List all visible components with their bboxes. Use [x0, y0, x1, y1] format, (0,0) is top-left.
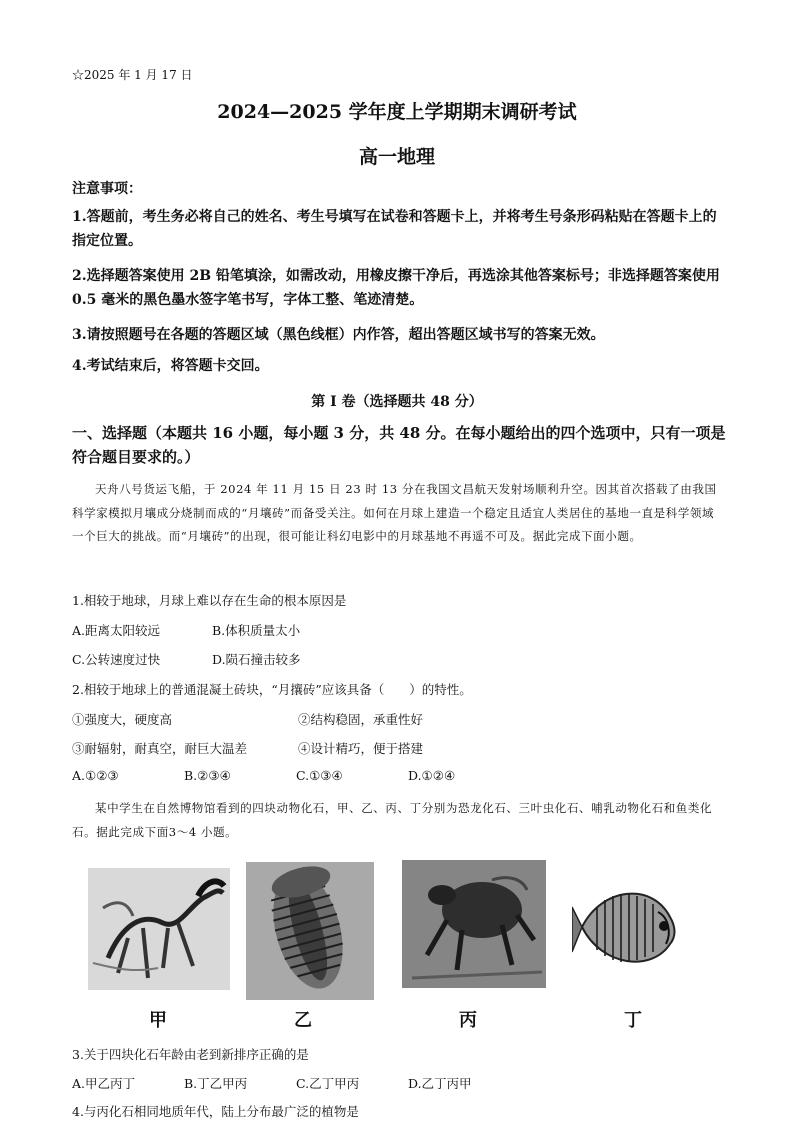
- note-item-3: 3.请按照题号在各题的答题区域（黑色线框）内作答，超出答题区域书写的答案无效。: [72, 327, 605, 343]
- question-4-stem: 4.与丙化石相同地质年代，陆上分布最广泛的植物是: [72, 1104, 359, 1119]
- question-1-option-b: B.体积质量太小: [212, 623, 301, 638]
- question-2-option-d: D.①②④: [408, 768, 456, 783]
- question-3-option-b: B.丁乙甲丙: [184, 1076, 248, 1091]
- mammal-fossil-image: [402, 860, 546, 988]
- question-3-stem: 3.关于四块化石年龄由老到新排序正确的是: [72, 1047, 309, 1062]
- question-1-option-d: D.陨石撞击较多: [212, 652, 301, 667]
- question-2-statement-3: ③耐辐射，耐真空，耐巨大温差: [72, 741, 248, 756]
- fossil-label-yi: 乙: [294, 1010, 312, 1031]
- dinosaur-fossil-image: [88, 868, 230, 990]
- question-2-option-b: B.②③④: [184, 768, 231, 783]
- question-2-statement-2: ②结构稳固，承重性好: [298, 712, 424, 727]
- question-1-option-a: A.距离太阳较远: [72, 623, 161, 638]
- reading-material-1: 天舟八号货运飞船，于 2024 年 11 月 15 日 23 时 13 分在我国文昌航天发射场顺利升空。因其首次搭载了由我国科学家模拟月壤成分烧制而成的“月壤砖”而备受关注。如何在月球上建造一个稳定且适宜人类居住的基地一直是科学领域一个巨大的挑战。而“月壤砖”的出现，很可能让科幻电影中的月球基地不再遥不可及。据此完成下面小题。: [72, 482, 717, 543]
- fossil-label-bing: 丙: [459, 1010, 477, 1031]
- question-2-statement-4: ④设计精巧，便于搭建: [298, 741, 424, 756]
- question-2-stem: 2.相较于地球上的普通混凝土砖块，“月攘砖”应该具备（ ）的特性。: [72, 682, 472, 697]
- exam-subject: 高一地理: [358, 146, 435, 168]
- question-2-option-c: C.①③④: [296, 768, 343, 783]
- exam-title: 2024—2025 学年度上学期期末调研考试: [217, 101, 577, 123]
- question-2-option-a: A.①②③: [72, 768, 119, 783]
- note-item-4: 4.考试结束后，将答题卡交回。: [72, 358, 269, 374]
- reading-material-2: 某中学生在自然博物馆看到的四块动物化石，甲、乙、丙、丁分别为恐龙化石、三叶虫化石、哺乳动物化石和鱼类化石。据此完成下面3～4 小题。: [72, 801, 713, 839]
- exam-date: ☆2025 年 1 月 17 日: [72, 68, 193, 82]
- question-2-statement-1: ①强度大，硬度高: [72, 712, 173, 727]
- question-3-option-c: C.乙丁甲丙: [296, 1076, 360, 1091]
- part-one-instructions: 一、选择题（本题共 16 小题，每小题 3 分，共 48 分。在每小题给出的四个选项中，只有一项是符合题目要求的。）: [72, 424, 726, 466]
- trilobite-fossil-image: [246, 862, 374, 1000]
- question-1-stem: 1.相较于地球，月球上难以存在生命的根本原因是: [72, 593, 347, 608]
- note-item-2: 2.选择题答案使用 2B 铅笔填涂，如需改动，用橡皮擦干净后，再选涂其他答案标号；非选择题答案使用 0.5 毫米的黑色墨水签字笔书写，字体工整、笔迹清楚。: [72, 268, 720, 308]
- question-3-option-a: A.甲乙丙丁: [72, 1076, 136, 1091]
- note-item-1: 1.答题前，考生务必将自己的姓名、考生号填写在试卷和答题卡上，并将考生号条形码粘贴在答题卡上的指定位置。: [72, 209, 717, 249]
- question-3-option-d: D.乙丁丙甲: [408, 1076, 472, 1091]
- notes-heading: 注意事项：: [72, 181, 142, 197]
- question-1-option-c: C.公转速度过快: [72, 652, 161, 667]
- fossil-label-jia: 甲: [149, 1010, 167, 1031]
- fish-fossil-image: [572, 872, 692, 982]
- fossil-label-ding: 丁: [624, 1010, 642, 1031]
- fossil-images: [0, 860, 794, 1035]
- section-title: 第 I 卷（选择题共 48 分）: [311, 394, 483, 410]
